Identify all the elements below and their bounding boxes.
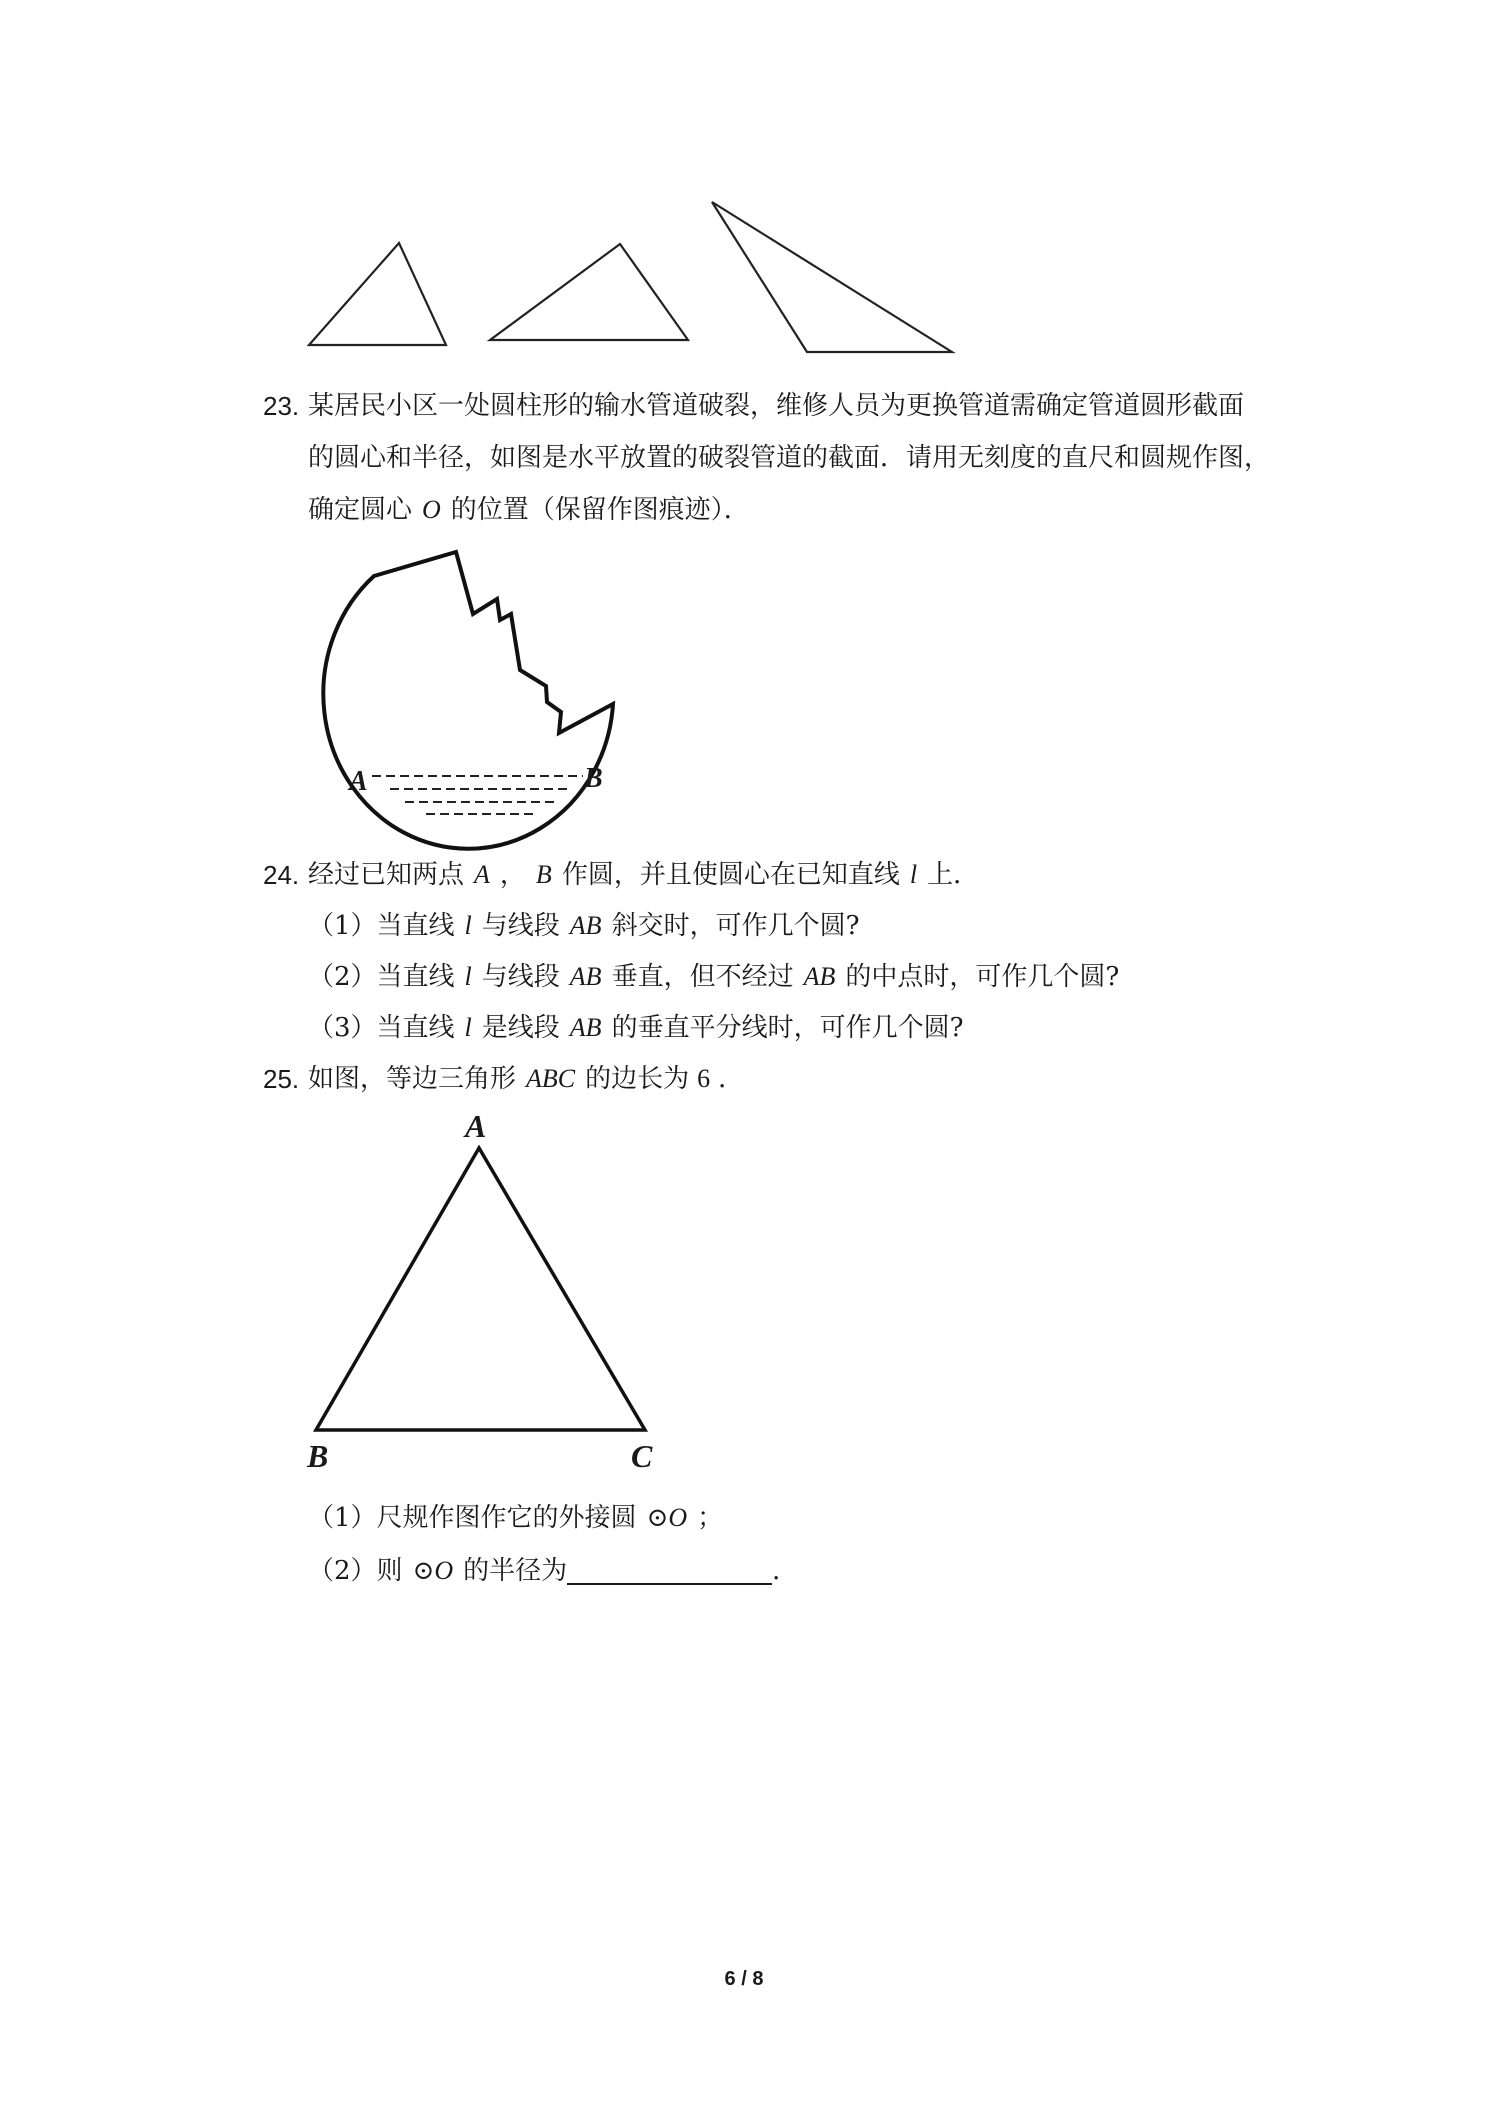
text-segment: ． xyxy=(772,1556,799,1586)
text-segment: （2）当直线 xyxy=(308,962,455,992)
question-23-number: 23. xyxy=(263,391,300,421)
page-number: 6 / 8 xyxy=(724,1968,764,1990)
math-var-ab: AB xyxy=(803,962,836,991)
math-var-abc: ABC xyxy=(526,1064,576,1093)
text-segment: （2）则 xyxy=(308,1556,403,1586)
math-circle-o: ⊙O xyxy=(646,1503,688,1532)
side-length-value: 6 xyxy=(697,1064,711,1093)
text-segment: 上． xyxy=(927,860,980,890)
text-segment: 经过已知两点 xyxy=(308,860,465,890)
question-25-part-1 xyxy=(308,1492,723,1544)
math-var-ab: AB xyxy=(569,1013,602,1042)
math-var-ab: AB xyxy=(569,911,602,940)
math-circle-o: ⊙O xyxy=(412,1556,454,1585)
vertex-label-a: A xyxy=(465,1108,487,1144)
text-segment: 如图，等边三角形 xyxy=(308,1064,517,1094)
text-segment: （3）当直线 xyxy=(308,1013,455,1043)
math-var-l: l xyxy=(464,911,472,940)
text-segment: 斜交时，可作几个圆? xyxy=(611,911,860,941)
text-segment: （1）当直线 xyxy=(308,911,455,941)
question-25-part-2 xyxy=(308,1545,798,1597)
pipe-label-a: A xyxy=(349,766,368,797)
text-segment: ， xyxy=(499,860,526,890)
question-25-number: 25. xyxy=(263,1064,300,1094)
text-segment: 的半径为 xyxy=(463,1556,568,1586)
text-segment: 的边长为 xyxy=(585,1064,690,1094)
math-var-b: B xyxy=(535,860,552,889)
text-segment: 作圆，并且使圆心在已知直线 xyxy=(561,860,900,890)
text-segment: 的垂直平分线时，可作几个圆? xyxy=(611,1013,964,1043)
text-segment: 是线段 xyxy=(481,1013,560,1043)
math-var-l: l xyxy=(464,962,472,991)
question-23-line-1: 某居民小区一处圆柱形的输水管道破裂，维修人员为更换管道需确定管道圆形截面 xyxy=(308,391,1245,421)
text-segment: 的位置（保留作图痕迹）． xyxy=(450,495,750,525)
math-var-l: l xyxy=(464,1013,472,1042)
math-var-l: l xyxy=(909,860,918,889)
text-segment: 确定圆心 xyxy=(308,495,413,525)
text-segment: 与线段 xyxy=(481,911,560,941)
pipe-label-b: B xyxy=(584,763,603,794)
text-segment: 垂直，但不经过 xyxy=(611,962,794,992)
math-var-o: O xyxy=(422,495,441,524)
text-segment: （1）尺规作图作它的外接圆 xyxy=(308,1503,637,1533)
math-var-a: A xyxy=(474,860,490,889)
text-segment: 与线段 xyxy=(481,962,560,992)
math-var-ab: AB xyxy=(569,962,602,991)
text-segment: 的中点时，可作几个圆? xyxy=(845,962,1120,992)
text-segment: ． xyxy=(718,1064,745,1094)
triangle-abc xyxy=(316,1148,645,1430)
answer-blank[interactable] xyxy=(567,1553,772,1585)
vertex-label-b: B xyxy=(307,1438,329,1474)
question-23-line-2: 的圆心和半径，如图是水平放置的破裂管道的截面．请用无刻度的直尺和圆规作图， xyxy=(308,443,1271,473)
text-segment: ； xyxy=(697,1503,724,1533)
question-24-number: 24. xyxy=(263,860,300,890)
vertex-label-c: C xyxy=(631,1438,653,1474)
